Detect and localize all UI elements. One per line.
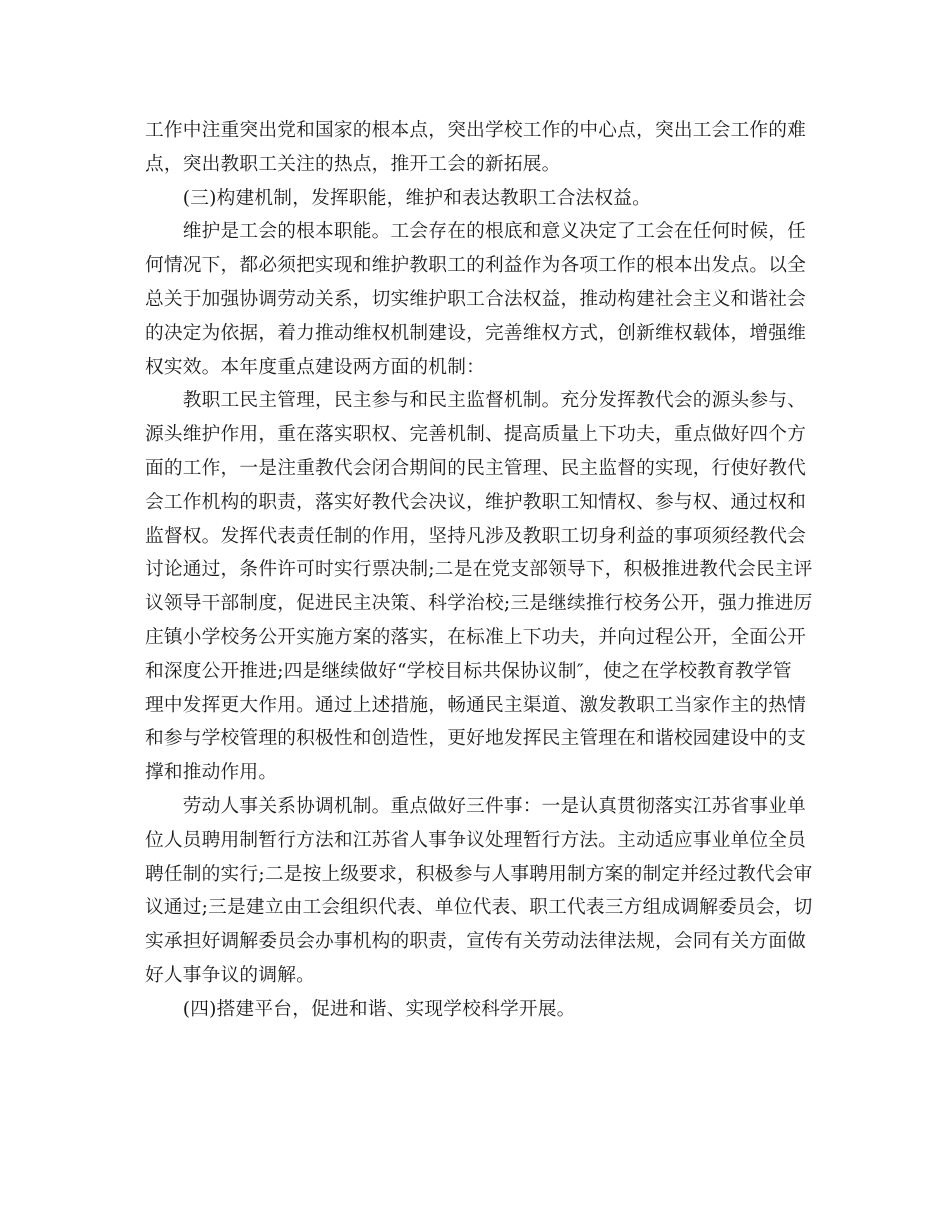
text-line: 和深度公开推进;四是继续做好“学校目标共保协议制″，使之在学校教育教学管 <box>145 660 792 682</box>
text-line: 撑和推动作用。 <box>145 762 278 784</box>
section-heading: (三)构建机制，发挥职能，维护和表达教职工合法权益。 <box>145 187 652 209</box>
text-line: 议通过;三是建立由工会组织代表、单位代表、职工代表三方组成调解委员会，切 <box>145 897 813 919</box>
text-line: 总关于加强协调劳动关系，切实维护职工合法权益，推动构建社会主义和谐社会 <box>145 288 807 310</box>
text-line: 教职工民主管理，民主参与和民主监督机制。充分发挥教代会的源头参与、 <box>145 390 807 412</box>
section-heading: (四)搭建平台，促进和谐、实现学校科学开展。 <box>145 998 576 1020</box>
text-line: 工作中注重突出党和国家的根本点，突出学校工作的中心点，突出工会工作的难 <box>145 120 807 141</box>
text-line: 的决定为依据，着力推动维权机制建设，完善维权方式，创新维权载体，增强维 <box>145 322 807 344</box>
text-line: 面的工作，一是注重教代会闭合期间的民主管理、民主监督的实现，行使好教代 <box>145 457 807 479</box>
text-line: 劳动人事关系协调机制。重点做好三件事：一是认真贯彻落实江苏省事业单 <box>145 795 807 817</box>
text-line: 议领导干部制度，促进民主决策、科学治校;三是继续推行校务公开，强力推进厉 <box>145 593 813 615</box>
text-line: 会工作机构的职责，落实好教代会决议，维护教职工知情权、参与权、通过权和 <box>145 491 807 513</box>
text-line: 讨论通过，条件许可时实行票决制;二是在党支部领导下，积极推进教代会民主评 <box>145 559 813 581</box>
text-line: 监督权。发挥代表责任制的作用，坚持凡涉及教职工切身利益的事项须经教代会 <box>145 525 807 547</box>
text-line: 维护是工会的根本职能。工会存在的根底和意义决定了工会在任何时候，任 <box>145 221 807 243</box>
text-line: 点，突出教职工关注的热点，推开工会的新拓展。 <box>145 153 561 175</box>
text-line: 源头维护作用，重在落实职权、完善机制、提高质量上下功夫，重点做好四个方 <box>145 424 807 446</box>
text-line: 何情况下，都必须把实现和维护教职工的利益作为各项工作的根本出发点。以全 <box>145 255 807 277</box>
text-line: 权实效。本年度重点建设两方面的机制： <box>145 356 485 378</box>
document-body <box>145 114 813 1027</box>
text-line: 庄镇小学校务公开实施方案的落实，在标准上下功夫，并向过程公开，全面公开 <box>145 626 807 648</box>
text-line: 位人员聘用制暂行方法和江苏省人事争议处理暂行方法。主动适应事业单位全员 <box>145 829 807 851</box>
text-line: 和参与学校管理的积极性和创造性，更好地发挥民主管理在和谐校园建设中的支 <box>145 728 807 750</box>
text-line: 实承担好调解委员会办事机构的职责，宣传有关劳动法律法规，会同有关方面做 <box>145 931 807 953</box>
text-line: 理中发挥更大作用。通过上述措施，畅通民主渠道、激发教职工当家作主的热情 <box>145 694 807 716</box>
text-line: 好人事争议的调解。 <box>145 964 315 986</box>
text-line: 聘任制的实行;二是按上级要求，积极参与人事聘用制方案的制定并经过教代会审 <box>145 863 813 885</box>
